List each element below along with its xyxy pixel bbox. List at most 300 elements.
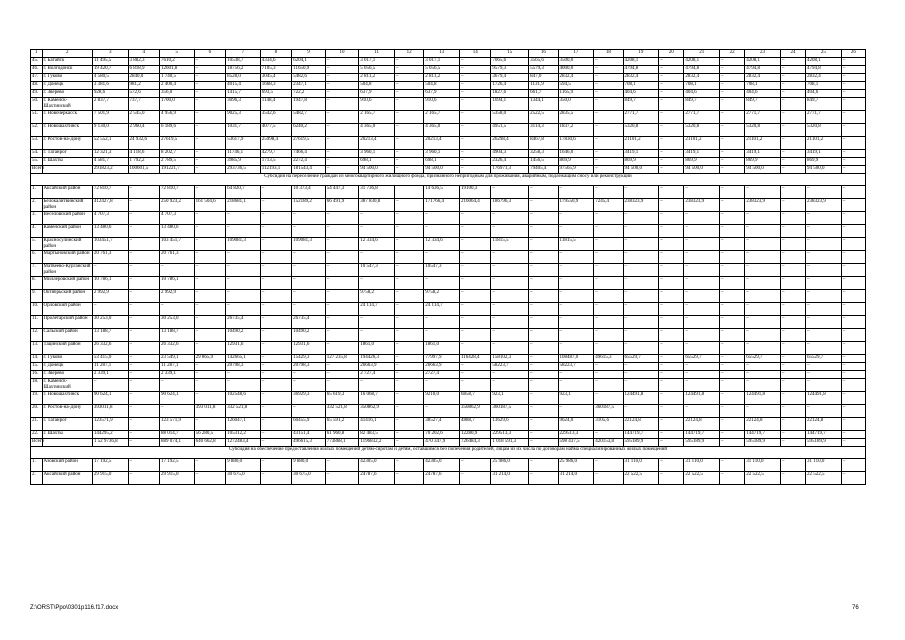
table-cell: 14 [459,50,490,58]
table-cell: 1726,4 [491,82,529,90]
table-cell: – [745,329,781,342]
table-cell: – [394,111,423,124]
table-cell: – [459,238,490,251]
table-cell: – [594,82,623,90]
table-cell: 869,9 [623,158,659,166]
table-cell: – [292,251,326,264]
table-cell: – [806,363,842,371]
table-cell: – [558,264,594,277]
table-cell: – [459,225,490,238]
row-name-cell: Аксайский район [42,472,92,485]
table-cell: 46. [31,66,43,74]
table-cell: – [780,371,805,379]
row-name-cell: Тацинский район [42,342,92,355]
table-cell: – [841,66,865,74]
table-cell: – [720,472,745,485]
table-cell: 229513,3 [491,431,529,439]
table-cell: 176971,3 [491,166,529,174]
table-cell: – [394,277,423,290]
table-cell: – [623,379,659,392]
table-cell: – [194,158,225,166]
table-cell: – [128,418,159,431]
table-cell: – [459,379,490,392]
table-cell: – [684,371,720,379]
table-cell: – [325,371,359,379]
table-cell: – [325,251,359,264]
table-cell: Всего [31,439,43,447]
table-cell: – [558,212,594,225]
table-cell: 144719,7 [806,431,842,439]
table-cell: – [529,439,558,447]
table-cell: – [841,166,865,174]
table-cell: – [459,303,490,316]
row-name-cell: г. Новошахтинск [42,124,92,137]
table-cell: – [684,238,720,251]
table-cell: 4 581,7 [92,158,128,166]
table-cell: – [424,316,460,329]
table-cell: – [194,124,225,137]
row-name-cell: Матвеево-Курганский район [43,264,91,275]
table-cell: – [720,459,745,472]
table-cell: – [594,363,623,371]
table-cell: 124491,8 [623,392,659,405]
table-cell: – [529,186,558,199]
table-cell: – [128,290,159,303]
table-cell: 1 018 591,3 [491,439,529,447]
table-row [31,212,866,225]
table-cell: – [594,342,623,355]
table-cell: – [325,472,359,485]
table-cell: 52. [31,124,43,137]
table-cell: – [594,166,623,174]
table-cell: – [260,342,291,355]
table-cell: – [594,277,623,290]
table-cell: – [720,225,745,238]
table-cell: – [128,238,159,251]
table-cell: – [260,277,291,290]
table-cell: – [594,158,623,166]
table-cell: – [720,355,745,363]
table-cell: – [128,264,159,277]
table-cell: – [325,82,359,90]
table-cell: 869,9 [684,158,720,166]
table-cell: 847,0 [529,74,558,82]
table-cell: 1. [31,186,43,199]
table-cell: 24787,6 [424,472,460,485]
table-cell: 30 675,0 [292,472,326,485]
table-cell: 65 591,2 [325,418,359,431]
table-cell: – [128,212,159,225]
table-cell: 1 792,2 [128,158,159,166]
table-cell: 1344,1 [529,98,558,111]
table-cell: 9 880,0 [226,459,261,472]
table-cell: 1827,6 [491,90,529,98]
row-name-cell: Мартыновский район [42,251,92,264]
table-cell: – [459,264,490,277]
row-name-cell: г. Каменск-Шахтинский [42,98,92,111]
table-cell: 698,1 [359,158,395,166]
table-cell: – [594,251,623,264]
table-cell: 13 188,7 [160,329,195,342]
table-cell: 1646,0 [558,150,594,158]
table-cell: 10 373,4 [292,186,326,199]
table-cell: – [806,405,842,418]
table-cell: – [659,137,684,150]
table-cell: 20 761,3 [92,251,128,264]
table-cell: 25 986,0 [491,459,529,472]
table-cell: 250 923,2 [160,199,195,212]
table-cell: 1861,0 [424,342,460,355]
table-cell: – [394,82,423,90]
table-cell: 24787,6 [359,472,395,485]
table-cell: – [529,251,558,264]
table-cell: – [806,251,842,264]
table-cell: 31 110,0 [806,459,842,472]
table-cell: 7 501,9 [92,111,128,124]
table-cell: – [226,371,261,379]
table-cell: 4 707,3 [160,212,195,225]
table-cell: 238323,9 [806,199,842,212]
row-name-cell: г. Шахты [42,431,92,439]
table-cell: – [325,98,359,111]
table-cell: – [160,303,195,316]
row-name-cell: г. Зверево [42,371,92,379]
table-cell: – [720,199,745,212]
table-cell: 94 500,0 [623,166,659,174]
row-name-cell: г. Волгодонск [42,66,92,74]
table-cell: – [720,290,745,303]
table-cell: 22. [31,431,43,439]
table-cell: – [459,124,490,137]
table-cell: 10490,2 [226,329,261,342]
table-cell: – [659,379,684,392]
table-cell: – [325,137,359,150]
table-cell: 30 253,0 [92,316,128,329]
table-cell: 2771,7 [806,111,842,124]
table-cell: 9758,2 [424,290,460,303]
table-cell: 1668,3 [260,82,291,90]
table-cell: – [394,150,423,158]
table-cell: – [292,371,326,379]
table-cell: – [720,329,745,342]
table-cell: – [394,124,423,137]
table-cell: 25998,4 [260,137,291,150]
table-cell: – [491,290,529,303]
table-cell: – [623,371,659,379]
table-cell: – [780,166,805,174]
table-cell: – [459,316,490,329]
table-cell: 2 789,5 [160,158,195,166]
table-cell: 2 339,1 [92,371,128,379]
table-cell: – [594,66,623,74]
table-cell: – [780,363,805,371]
table-cell: 4208,1 [806,58,842,66]
table-cell: – [780,472,805,485]
table-cell: – [720,418,745,431]
table-cell: – [529,277,558,290]
table-cell: 65529,7 [623,355,659,363]
table-cell: – [841,264,865,277]
table-cell: – [720,363,745,371]
table-cell: 2 400,4 [160,82,195,90]
table-cell: – [558,405,594,418]
table-cell: – [659,124,684,137]
row-name-cell: г. Гуково [42,74,92,82]
table-row [31,264,866,277]
table-cell: – [659,405,684,418]
table-cell: – [841,379,865,392]
table-cell: 4208,1 [623,58,659,66]
table-cell: – [529,363,558,371]
table-cell: 2326,4 [491,158,529,166]
table-cell: – [260,379,291,392]
table-cell: – [491,379,529,392]
table-row [31,277,866,290]
table-cell: 708,1 [623,82,659,90]
table-cell: 13629,6 [491,418,529,431]
table-cell: 2522,5 [529,111,558,124]
table-cell: – [194,98,225,111]
table-cell: – [806,225,842,238]
table-cell: – [128,405,159,418]
table-cell: 2 727,4 [359,371,395,379]
table-cell: 191221,7 [160,166,195,174]
table-cell: – [394,264,423,277]
table-cell: – [720,74,745,82]
table-cell: – [684,316,720,329]
table-cell: 6240,2 [292,124,326,137]
table-cell: 4 956,9 [160,111,195,124]
table-cell: 36929,3 [292,392,326,405]
table-cell: – [459,150,490,158]
table-cell: 404,6 [806,90,842,98]
table-cell: 11815,5 [558,238,594,251]
table-cell: 102548,6 [226,392,261,405]
table-cell: – [325,158,359,166]
table-cell: – [806,290,842,303]
row-name-cell: г. Таганрог [42,418,92,431]
table-cell: 595189,9 [806,439,842,447]
table-cell: – [325,363,359,371]
table-cell: 7466,4 [292,150,326,158]
table-cell: – [841,371,865,379]
table-cell: 5320,8 [623,124,659,137]
table-cell: 2 165,7 [359,111,395,124]
table-cell: 4279,7 [260,150,291,158]
table-cell: 4077,5 [260,124,291,137]
table-cell: – [745,238,781,251]
table-cell: – [623,225,659,238]
table-cell: 3258,3 [529,150,558,158]
table-cell: – [394,58,423,66]
table-cell: – [558,303,594,316]
table-cell: 94 500,0 [684,166,720,174]
table-cell: 88 014,7 [160,431,195,439]
table-cell: 595189,9 [684,439,720,447]
table-cell: 9579,3 [491,66,529,74]
table-cell: 218681,1 [226,199,261,212]
table-cell: 9758,2 [359,290,395,303]
table-cell: 19100,3 [459,186,490,199]
table-cell: 5482,7 [292,111,326,124]
row-name-cell: г. Новочеркасск [42,111,92,124]
table-cell: 5 [160,50,195,58]
table-cell: – [128,342,159,355]
table-cell: 12931,6 [292,342,326,355]
table-cell: 4794,8 [806,66,842,74]
table-cell: – [260,225,291,238]
table-cell: – [841,316,865,329]
table-cell: 12601,8 [160,66,195,74]
table-cell: – [806,316,842,329]
table-cell: 72 810,7 [160,186,195,199]
table-cell: 26 [841,50,865,58]
table-cell: – [194,58,225,66]
table-cell: 5320,8 [806,124,842,137]
table-cell: – [424,277,460,290]
table-cell: 13 480,6 [92,225,128,238]
table-cell: 923,1 [558,392,594,405]
table-cell: – [394,74,423,82]
table-cell: 60455,9 [292,418,326,431]
table-cell: 52 552,1 [92,137,128,150]
table-cell: 161 504,6 [194,199,225,212]
table-cell: 5579,3 [529,66,558,74]
table-cell: – [459,74,490,82]
table-row [31,371,866,379]
table-cell: – [745,363,781,371]
table-cell: – [594,459,623,472]
table-cell: – [780,405,805,418]
table-cell: 291823,2 [92,166,128,174]
table-cell: – [260,363,291,371]
table-cell: 2. [31,199,43,212]
table-cell: 94 500,0 [424,166,460,174]
table-cell: – [841,98,865,111]
table-cell: 22 522,5 [684,472,720,485]
table-cell: 27619,5 [160,137,195,150]
table-cell: – [780,316,805,329]
table-cell: – [558,316,594,329]
table-cell: 109081,3 [292,238,326,251]
table-cell: – [745,212,781,225]
row-name-cell: г. Гуково [42,355,92,363]
table-cell: 404,6 [684,90,720,98]
table-cell: – [594,225,623,238]
table-cell: 22124,8 [623,418,659,431]
table-row [31,58,866,66]
table-cell: 1415,7 [226,90,261,98]
table-cell: 17 192,5 [160,459,195,472]
table-cell: 21 [684,50,720,58]
table-cell: 726484,3 [459,439,490,447]
table-cell: – [558,371,594,379]
row-name-cell: г. Батайск [42,58,92,66]
row-name-cell: Азовский район [42,459,92,472]
table-cell: – [128,459,159,472]
table-cell: – [594,186,623,199]
table-cell: – [394,439,423,447]
table-cell: – [841,225,865,238]
table-cell: 186796,3 [491,199,529,212]
table-cell: – [459,66,490,74]
row-name-cell: г. Донецк [42,82,92,90]
table-cell: – [780,124,805,137]
table-cell: 11 287,1 [160,363,195,371]
table-cell: – [659,459,684,472]
table-cell: – [780,82,805,90]
table-cell: – [720,342,745,355]
table-cell: 496615,3 [292,439,326,447]
table-cell: 16. [31,371,43,379]
row-name-cell: Сальский район [42,329,92,342]
table-cell: 41416,1 [359,418,395,431]
table-cell: 79405,4 [529,166,558,174]
table-cell: – [260,290,291,303]
table-cell: – [659,166,684,174]
table-cell: – [720,251,745,264]
table-cell: – [684,212,720,225]
table-cell: – [325,58,359,66]
section-title: Субсидия на обеспечение предоставления жилых помещений детям-сиротам и детям, оставшимся без попечения родителей, лицам из их числа по договорам найма специализированных жилых помещений [31,447,866,459]
row-name-cell: г. Ростов-на-Дону [42,137,92,150]
table-cell: 24 114,7 [359,303,395,316]
table-cell: 4 707,3 [92,212,128,225]
table-cell: 412427,8 [92,199,128,212]
table-cell: 124491,8 [745,392,781,405]
table-cell: 94 500,0 [745,166,781,174]
table-cell: 4 [128,50,159,58]
table-cell: – [720,212,745,225]
table-cell: – [325,342,359,355]
table-cell: – [659,251,684,264]
table-cell: – [659,90,684,98]
table-row [31,342,866,355]
table-cell: 7245,4 [594,199,623,212]
table-cell: 20. [31,405,43,418]
table-cell: 14 636,5 [424,186,460,199]
table-cell: – [659,371,684,379]
table-cell: – [623,251,659,264]
table-cell: 637,9 [424,90,460,98]
table-cell: – [424,251,460,264]
table-cell: – [459,158,490,166]
table-cell: 24 [780,50,805,58]
table-cell: – [529,355,558,363]
table-cell: – [128,355,159,363]
table-row [31,111,866,124]
table-cell: – [720,371,745,379]
table-cell: 7065,6 [491,58,529,66]
table-cell: – [623,264,659,277]
section-row [31,447,866,459]
table-cell: – [325,111,359,124]
table-cell: – [194,459,225,472]
table-cell: – [394,431,423,439]
table-cell: 181543,4 [292,166,326,174]
row-name-cell: г. Донецк [42,363,92,371]
table-cell: 216064,4 [459,199,490,212]
table-row [31,316,866,329]
table-cell: 23 549,1 [160,355,195,363]
table-cell: – [325,459,359,472]
table-cell: 22 522,5 [745,472,781,485]
table-cell: 152189,2 [292,199,326,212]
table-cell: 10 786,1 [92,277,128,290]
table-cell: – [780,329,805,342]
table-cell: 144295,2 [92,431,128,439]
table-cell: – [659,225,684,238]
